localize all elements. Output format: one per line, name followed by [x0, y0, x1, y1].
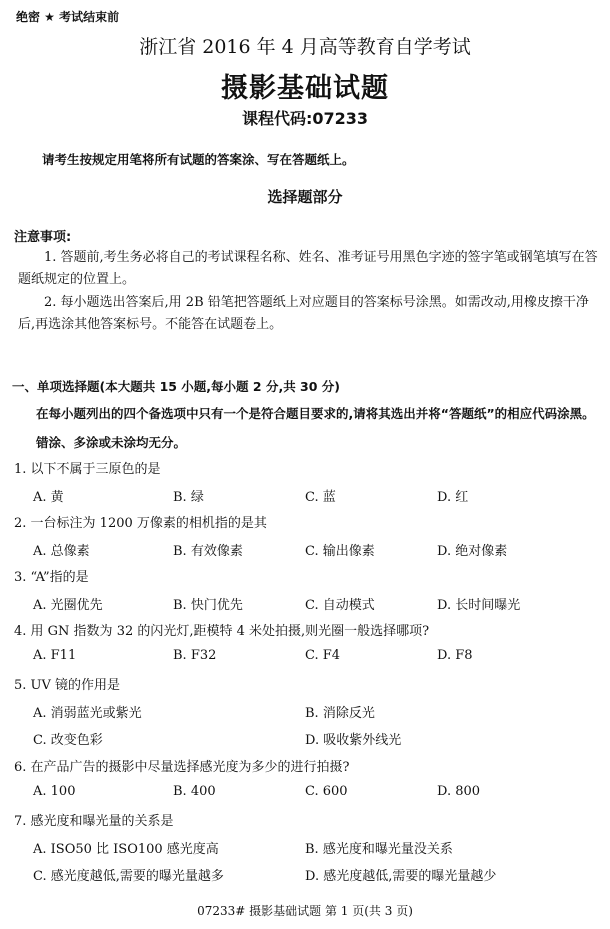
question-7-option-a: A. ISO50 比 ISO100 感光度高 — [33, 842, 219, 857]
question-1-stem: 1. 以下不属于三原色的是 — [14, 462, 161, 477]
question-1-option-d: D. 红 — [437, 490, 469, 505]
question-2-option-d: D. 绝对像素 — [437, 544, 508, 559]
question-2-stem: 2. 一台标注为 1200 万像素的相机指的是其 — [14, 516, 267, 531]
answer-instruction: 请考生按规定用笔将所有试题的答案涂、写在答题纸上。 — [42, 152, 355, 167]
question-6-stem: 6. 在产品广告的摄影中尽量选择感光度为多少的进行拍摄? — [14, 760, 350, 775]
question-5-option-c: C. 改变色彩 — [33, 733, 103, 748]
page-footer: 07233# 摄影基础试题 第 1 页(共 3 页) — [197, 904, 413, 918]
question-3-option-c: C. 自动模式 — [305, 598, 375, 613]
question-5-option-a: A. 消弱蓝光或紫光 — [33, 706, 142, 721]
question-1-option-c: C. 蓝 — [305, 490, 336, 505]
subject-title: 摄影基础试题 — [221, 73, 389, 104]
question-4-option-a: A. F11 — [33, 648, 77, 663]
question-2-option-b: B. 有效像素 — [173, 544, 243, 559]
question-7-option-c: C. 感光度越低,需要的曝光量越多 — [33, 869, 224, 884]
part1-heading: 一、单项选择题(本大题共 15 小题,每小题 2 分,共 30 分) — [12, 379, 341, 394]
notes-item-1: 1. 答题前,考生务必将自己的考试课程名称、姓名、准考证号用黑色字迹的签字笔或钢笔填写在答题纸规定的位置上。 — [18, 250, 598, 287]
secrecy-mark: 绝密 ★ 考试结束前 — [16, 10, 120, 24]
question-7-option-d: D. 感光度越低,需要的曝光量越少 — [305, 869, 497, 884]
question-4-option-b: B. F32 — [173, 648, 217, 663]
question-3-option-a: A. 光圈优先 — [33, 598, 103, 613]
notes-item-2: 2. 每小题选出答案后,用 2B 铅笔把答题纸上对应题目的答案标号涂黑。如需改动,用橡皮擦干净后,再选涂其他答案标号。不能答在试题卷上。 — [18, 295, 589, 332]
question-5-option-b: B. 消除反光 — [305, 706, 375, 721]
question-3-stem: 3. “A”指的是 — [14, 570, 89, 585]
question-4-stem: 4. 用 GN 指数为 32 的闪光灯,距模特 4 米处拍摄,则光圈一般选择哪项? — [14, 624, 430, 639]
section-title: 选择题部分 — [267, 188, 343, 206]
exam-title: 浙江省 2016 年 4 月高等教育自学考试 — [139, 36, 471, 58]
question-1-option-a: A. 黄 — [33, 490, 64, 505]
course-code: 课程代码:07233 — [241, 109, 369, 128]
question-7-option-b: B. 感光度和曝光量没关系 — [305, 842, 453, 857]
question-6-option-d: D. 800 — [437, 784, 481, 799]
question-4-option-c: C. F4 — [305, 648, 341, 663]
question-3-option-b: B. 快门优先 — [173, 598, 243, 613]
question-2-option-c: C. 输出像素 — [305, 544, 375, 559]
notes-heading: 注意事项: — [14, 230, 72, 245]
question-5-option-d: D. 吸收紫外线光 — [305, 733, 402, 748]
question-3-option-d: D. 长时间曝光 — [437, 598, 521, 613]
question-6-option-a: A. 100 — [33, 784, 76, 799]
question-6-option-c: C. 600 — [305, 784, 348, 799]
part1-description: 在每小题列出的四个备选项中只有一个是符合题目要求的,请将其选出并将“答题纸”的相应代码涂黑。错涂、多涂或未涂均无分。 — [36, 406, 595, 450]
question-2-option-a: A. 总像素 — [33, 544, 90, 559]
question-6-option-b: B. 400 — [173, 784, 216, 799]
question-4-option-d: D. F8 — [437, 648, 473, 663]
question-1-option-b: B. 绿 — [173, 490, 204, 505]
question-5-stem: 5. UV 镜的作用是 — [14, 678, 121, 693]
question-7-stem: 7. 感光度和曝光量的关系是 — [14, 814, 174, 829]
